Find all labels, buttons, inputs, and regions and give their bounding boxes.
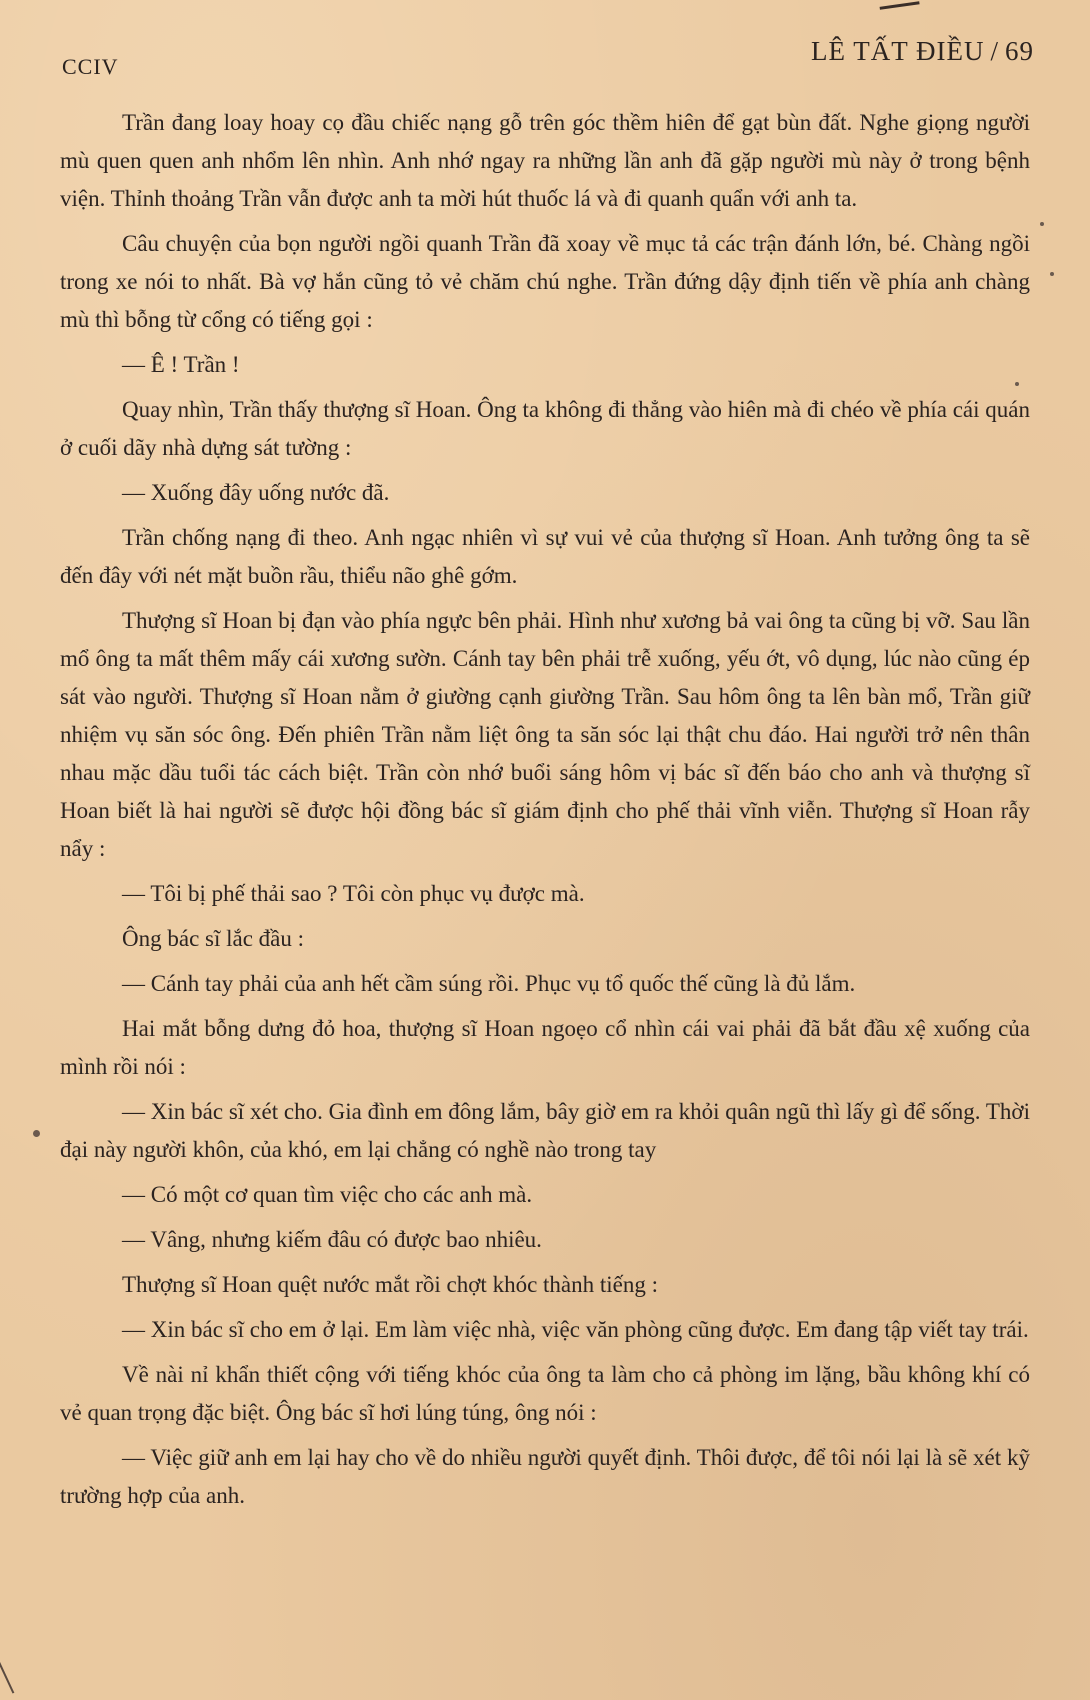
- header-author: LÊ TẤT ĐIỀU: [811, 36, 985, 66]
- dialogue-line: — Vâng, nhưng kiếm đâu có được bao nhiêu.: [122, 1227, 542, 1252]
- dialogue-line: — Tôi bị phế thải sao ? Tôi còn phục vụ được mà.: [122, 881, 585, 906]
- header-separator: /: [990, 36, 999, 66]
- paragraph: Câu chuyện của bọn người ngồi quanh Trần đã xoay về mục tả các trận đánh lớn, bé. Chàng ngồi trong xe nói to nhất. Bà vợ hắn cũng tỏ vẻ chăm chú nghe. Trần đứng dậy định tiến về phía anh chàng mù thì bỗng từ cổng có tiếng gọi :: [60, 231, 1030, 332]
- paragraph: Trần chống nạng đi theo. Anh ngạc nhiên vì sự vui vẻ của thượng sĩ Hoan. Anh tưởng ông ta sẽ đến đây với nét mặt buồn rầu, thiểu não ghê gớm.: [60, 525, 1030, 588]
- paragraph: Ông bác sĩ lắc đầu :: [122, 926, 305, 951]
- paragraph: Về nài nỉ khẩn thiết cộng với tiếng khóc của ông ta làm cho cả phòng im lặng, bầu không khí có vẻ quan trọng đặc biệt. Ông bác sĩ hơi lúng túng, ông nói :: [60, 1362, 1030, 1425]
- scan-edge-mark: [0, 1656, 14, 1693]
- paragraph: Quay nhìn, Trần thấy thượng sĩ Hoan. Ông ta không đi thẳng vào hiên mà đi chéo về phía cái quán ở cuối dãy nhà dựng sát tường :: [60, 397, 1030, 460]
- dialogue-line: — Xuống đây uống nước đã.: [122, 480, 390, 505]
- paragraph: Thượng sĩ Hoan bị đạn vào phía ngực bên phải. Hình như xương bả vai ông ta cũng bị vỡ. Sau lần mổ ông ta mất thêm mấy cái xương sườn. Cánh tay bên phải trễ xuống, yếu ớt, vô dụng, lúc nào cũng ép sát vào người. Thượng sĩ Hoan nằm ở giường cạnh giường Trần. Sau hôm ông ta lên bàn mổ, Trần giữ nhiệm vụ săn sóc ông. Đến phiên Trần nằm liệt ông ta săn sóc lại thật chu đáo. Hai người trở nên thân nhau mặc dầu tuổi tác cách biệt. Trần còn nhớ buổi sáng hôm vị bác sĩ đến báo cho anh và thượng sĩ Hoan biết là hai người sẽ được hội đồng bác sĩ giám định cho phế thải vĩnh viễn. Thượng sĩ Hoan rẫy nẩy :: [60, 608, 1030, 861]
- running-roman-numeral: CCIV: [62, 54, 119, 79]
- ink-speck: [1050, 272, 1054, 276]
- paragraph: Thượng sĩ Hoan quệt nước mắt rồi chợt khóc thành tiếng :: [122, 1272, 659, 1297]
- ink-speck: [1015, 382, 1019, 386]
- paragraph: Trần đang loay hoay cọ đầu chiếc nạng gỗ trên góc thềm hiên để gạt bùn đất. Nghe giọng người mù quen quen anh nhổm lên nhìn. Anh nhớ ngay ra những lần anh đã gặp người mù này ở trong bệnh viện. Thỉnh thoảng Trần vẫn được anh ta mời hút thuốc lá và đi quanh quẩn với anh ta.: [60, 110, 1030, 211]
- dialogue-line: — Ê ! Trần !: [122, 352, 240, 377]
- header-author-page: [811, 36, 1034, 67]
- dialogue-line: — Có một cơ quan tìm việc cho các anh mà.: [122, 1182, 533, 1207]
- ink-mark: [880, 1, 921, 15]
- dialogue-line: — Việc giữ anh em lại hay cho về do nhiều người quyết định. Thôi được, để tôi nói lại là sẽ xét kỹ trường hợp của anh.: [60, 1445, 1030, 1508]
- page-number: 69: [1005, 36, 1034, 66]
- dialogue-line: — Cánh tay phải của anh hết cầm súng rồi. Phục vụ tổ quốc thế cũng là đủ lắm.: [122, 971, 856, 996]
- running-header: [62, 36, 1034, 80]
- dialogue-line: — Xin bác sĩ xét cho. Gia đình em đông lắm, bây giờ em ra khỏi quân ngũ thì lấy gì để sống. Thời đại này người khôn, của khó, em lại chẳng có nghề nào trong tay: [60, 1099, 1030, 1162]
- ink-speck: [33, 1130, 40, 1137]
- paragraph: Hai mắt bỗng dưng đỏ hoa, thượng sĩ Hoan ngoẹo cổ nhìn cái vai phải đã bắt đầu xệ xuống của mình rồi nói :: [60, 1016, 1030, 1079]
- body-text: [60, 104, 1030, 1522]
- ink-speck: [1040, 222, 1044, 226]
- dialogue-line: — Xin bác sĩ cho em ở lại. Em làm việc nhà, việc văn phòng cũng được. Em đang tập viết tay trái.: [122, 1317, 1029, 1342]
